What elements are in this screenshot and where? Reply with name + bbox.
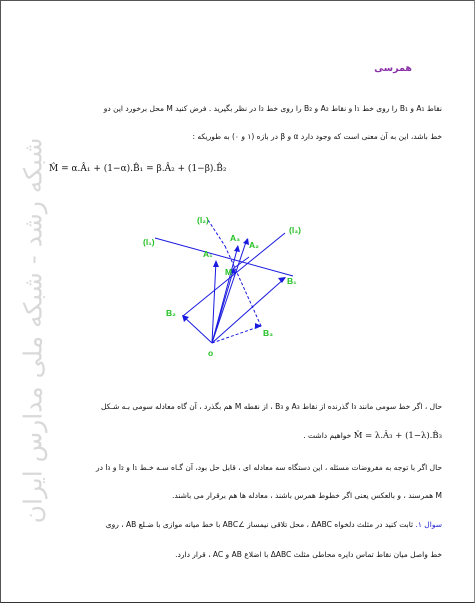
- question-label: سوال ۱.: [415, 520, 442, 529]
- paragraph-3-line-1: حال اگر با توجه به مفروضات مسئله ، این دستگاه سه معادله ای ، قابل حل بود، آن گـاه سـه خـط l₁ و l₂ و l₃ در: [95, 463, 442, 472]
- label-a2: A₂: [249, 240, 259, 250]
- arrow-b3: [255, 323, 262, 329]
- line-l2: [183, 233, 285, 316]
- line-l3-upper: [208, 220, 225, 246]
- label-b3: B₃: [263, 328, 274, 338]
- geometry-figure: [135, 208, 320, 358]
- question-1-line-1: [106, 519, 442, 530]
- watermark: شبکه رشد - شبکه ملی مدارس ایران: [18, 137, 48, 524]
- paragraph-2-line-1: حال ، اگر خط سومی مانند l₃ گذرنده از نقاط A₃ و B₃ ، از نقطه M هم بگذرد ، آن گاه معادله سومی بـه شـكل: [100, 402, 442, 411]
- label-l2: (l₂): [197, 215, 209, 225]
- line-l3-lower: [225, 246, 261, 326]
- ray-o-b2: [183, 316, 212, 343]
- segment-m-a2: [234, 257, 249, 268]
- paragraph-2-line-2-text: خواهیم داشت .: [303, 431, 352, 440]
- arrow-b1: [278, 277, 286, 283]
- label-l3: (l₃): [289, 225, 301, 235]
- ray-o-b3: [212, 326, 261, 343]
- formula-third-line: M̂ = λ.Â₃ + (1−λ).B̂₃: [353, 431, 442, 441]
- formula-intersection: M̂ = α.Â₁ + (1−α).B̂₁ = β.Â₂ + (1−β).B̂₂: [49, 164, 227, 174]
- label-m: M: [225, 267, 233, 277]
- paragraph-1-line-2: خط باشد، این به آن معنی است که وجود دارد α و β در بازه (۱ و ۰) به طوریکه :: [192, 132, 442, 141]
- label-l1: (l₁): [143, 237, 155, 247]
- paragraph-1-line-1: نقاط A₁ و B₁ را روی خط l₁ و نقاط A₂ و B₂ را روی خط l₂ در نظر بگیرید . فرض کنید M محل برخورد این دو: [103, 104, 442, 113]
- label-b1: B₁: [287, 276, 297, 286]
- label-a1: A₁: [203, 249, 213, 259]
- arrow-a1: [213, 260, 219, 267]
- question-text: ثابت كنید در مثلث دلخواه ΔABC ، محل تلاقی نیمساز ∠ABC با خط میانه موازی با ضـلع AB ، روی: [105, 520, 414, 529]
- paragraph-3-line-2: M همرسند ، و بالعكس یعنی اگر خطوط همرس باشند ، معادله ها هم برقرار می باشند.: [172, 491, 442, 500]
- label-o: o: [208, 348, 214, 358]
- page-title: همرسی: [374, 63, 412, 74]
- paragraph-2-line-2: [303, 430, 442, 442]
- arrow-a3: [234, 245, 240, 252]
- label-a3: A₃: [230, 233, 241, 243]
- question-1-line-2: خط واصل میان نقاط تماس دایره محاطی مثلث ΔABC با اضلاع AB و AC ، قرار دارد.: [175, 550, 442, 559]
- label-b2: B₂: [166, 308, 176, 318]
